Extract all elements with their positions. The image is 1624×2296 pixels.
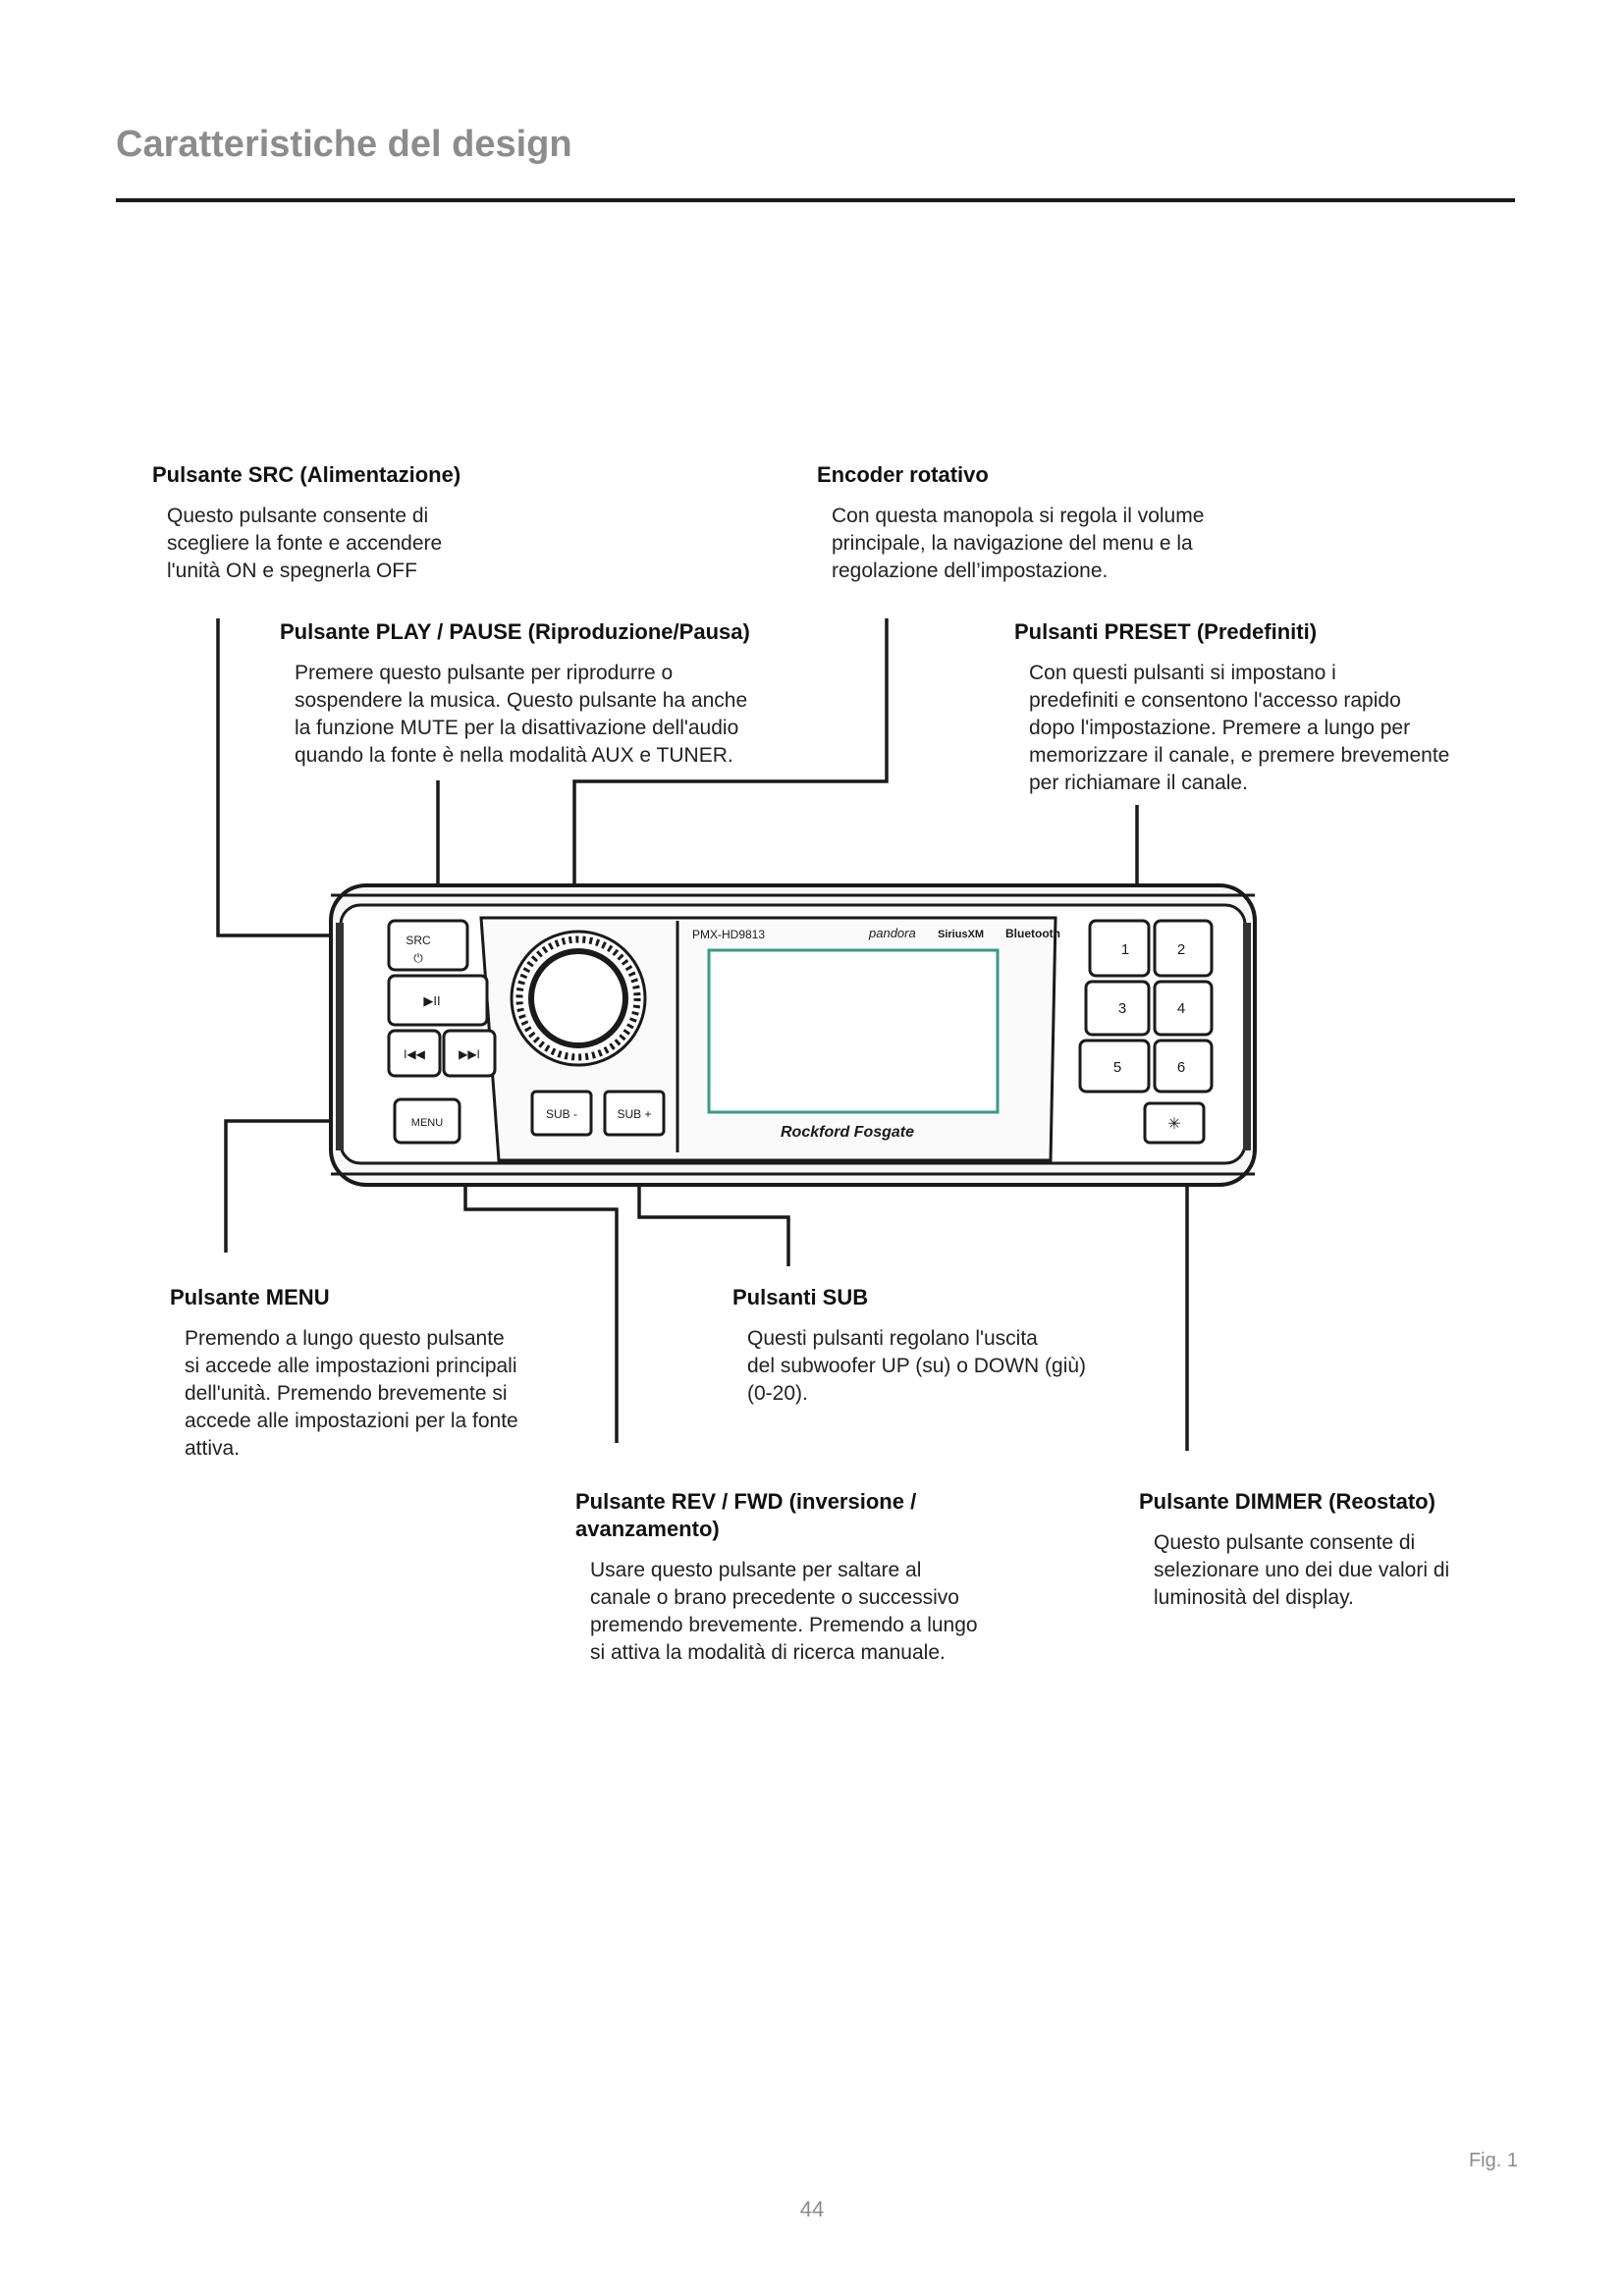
preset-button-6[interactable]	[1155, 1041, 1212, 1092]
svg-text:SUB +: SUB +	[617, 1107, 652, 1121]
display-screen	[709, 950, 998, 1112]
callout-sub-title: Pulsanti SUB	[732, 1285, 869, 1309]
callout-dimmer-title: Pulsante DIMMER (Reostato)	[1139, 1489, 1435, 1514]
rockford-logo: Rockford Fosgate	[781, 1124, 915, 1141]
svg-text:3: 3	[1117, 1000, 1127, 1017]
svg-text:SUB -: SUB -	[545, 1107, 578, 1121]
callout-preset-text: Con questi pulsanti si impostano i predefiniti e consentono l'accesso rapido dopo l'impostazione. Premere a lungo per memorizzare il canale, e premere brevemente per richiamare il canale.	[1029, 662, 1450, 794]
dimmer-icon: ✳	[1167, 1116, 1181, 1133]
callout-encoder-title: Encoder rotativo	[817, 462, 989, 487]
power-icon: ⏻	[413, 951, 423, 965]
callout-play-text: Premere questo pulsante per riprodurre o sospendere la musica. Questo pulsante ha anche la funzione MUTE per la disattivazione dell'audio quando la fonte è nella modalità AUX e TUNER.	[295, 662, 748, 767]
page-number: 44	[799, 2197, 825, 2221]
sub-up-button[interactable]	[605, 1092, 664, 1135]
bluetooth-logo: Bluetooth	[1005, 927, 1060, 940]
callout-src-text: Questo pulsante consente di scegliere la fonte e accendere l'unità ON e spegnerla OFF	[167, 505, 443, 582]
preset-button-5[interactable]	[1080, 1041, 1149, 1092]
page-title: Caratteristiche del design	[116, 124, 572, 165]
forward-icon: ▶▶I	[459, 1047, 480, 1061]
svg-text:SRC: SRC	[406, 934, 431, 947]
callout-menu-title: Pulsante MENU	[170, 1285, 330, 1309]
menu-button[interactable]	[395, 1099, 460, 1143]
pandora-logo: pandora	[869, 926, 916, 940]
prev-button[interactable]	[389, 1031, 440, 1076]
svg-text:MENU: MENU	[410, 1117, 444, 1129]
svg-text:1: 1	[1120, 941, 1130, 958]
preset-button-2[interactable]	[1155, 921, 1212, 976]
svg-text:5: 5	[1112, 1059, 1122, 1076]
callout-revfwd-text: Usare questo pulsante per saltare al canale o brano precedente o successivo premendo brevemente. Premendo a lungo si attiva la modalità di ricerca manuale.	[590, 1559, 978, 1664]
preset-button-1[interactable]	[1090, 921, 1149, 976]
callout-src-title: Pulsante SRC (Alimentazione)	[152, 462, 461, 487]
callout-sub-text: Questi pulsanti regolano l'uscita del subwoofer UP (su) o DOWN (giù) (0-20).	[747, 1327, 1087, 1405]
src-button[interactable]	[389, 921, 467, 970]
sub-down-button[interactable]	[532, 1092, 591, 1135]
preset-button-4[interactable]	[1155, 982, 1212, 1035]
callout-revfwd-title: Pulsante REV / FWD (inversione / avanzamento)	[575, 1489, 917, 1541]
callout-encoder-text: Con questa manopola si regola il volume principale, la navigazione del menu e la regolazione dell’impostazione.	[832, 505, 1205, 582]
play-pause-button[interactable]	[389, 976, 487, 1025]
callout-play-title: Pulsante PLAY / PAUSE (Riproduzione/Pausa)	[280, 619, 750, 644]
head-unit	[331, 885, 1255, 1185]
play-pause-icon: ▶II	[423, 993, 441, 1008]
callout-menu-text: Premendo a lungo questo pulsante si accede alle impostazioni principali dell'unità. Premendo brevemente si accede alle impostazioni per la fonte attiva.	[185, 1327, 518, 1460]
callout-preset-title: Pulsanti PRESET (Predefiniti)	[1014, 619, 1318, 644]
rewind-icon: I◀◀	[404, 1047, 425, 1061]
svg-text:4: 4	[1176, 1000, 1186, 1017]
preset-button-3[interactable]	[1086, 982, 1149, 1035]
callout-dimmer-text: Questo pulsante consente di selezionare uno dei due valori di luminosità del display.	[1154, 1531, 1450, 1609]
figure-label: Fig. 1	[1468, 2150, 1518, 2171]
rotary-encoder[interactable]	[512, 932, 645, 1065]
model-label: PMX-HD9813	[692, 928, 766, 941]
siriusxm-logo: SiriusXM	[938, 929, 985, 940]
dimmer-button[interactable]	[1145, 1103, 1204, 1143]
svg-text:2: 2	[1176, 941, 1186, 958]
svg-text:6: 6	[1176, 1059, 1186, 1076]
next-button[interactable]	[444, 1031, 495, 1076]
